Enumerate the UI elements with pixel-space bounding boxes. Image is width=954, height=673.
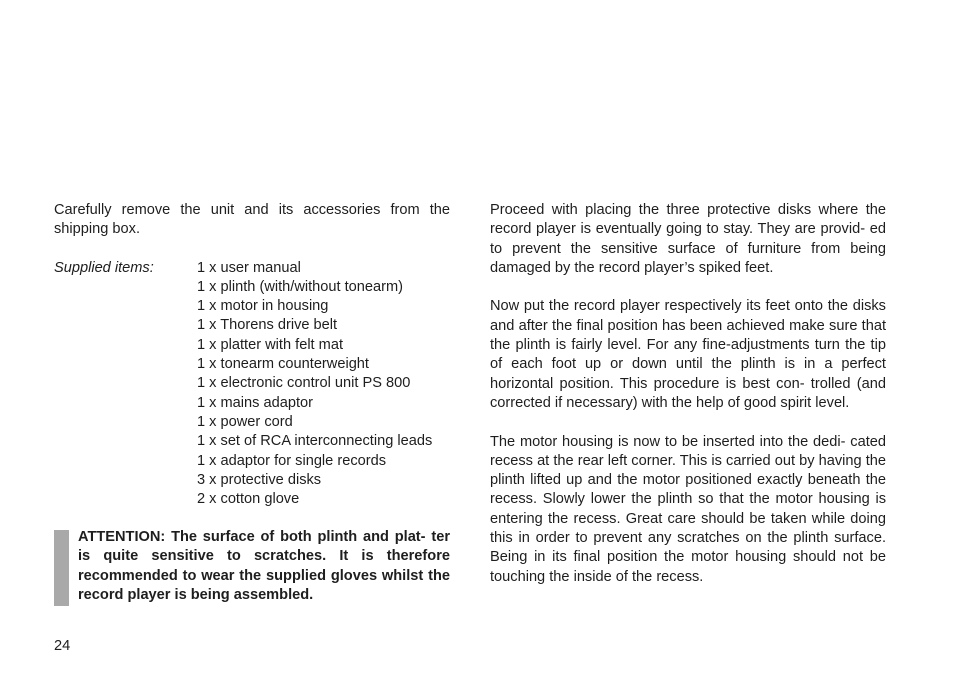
text-line: housing should not be touching the inside of the recess.	[490, 549, 887, 585]
supplied-item: 1 x Thorens drive belt	[197, 317, 338, 334]
text-line: ed to prevent the sensitive surface of furniture from being	[490, 221, 887, 257]
supplied-item: 1 x user manual	[197, 259, 301, 276]
text-line: beneath the recess. Slowly lower the plinth so that the	[490, 472, 886, 508]
supplied-items-label: Supplied items:	[54, 259, 154, 276]
supplied-item: 1 x adaptor for single records	[197, 452, 387, 469]
text-line: turn the tip of each foot up or down until the plinth is in	[490, 337, 886, 373]
text-line: Carefully remove the unit and its accessories from the	[54, 202, 450, 218]
supplied-item: 1 x set of RCA interconnecting leads	[197, 433, 433, 450]
supplied-item: 1 x platter with felt mat	[197, 336, 343, 353]
text-line: Now put the record player respectively its feet onto the	[490, 298, 849, 315]
supplied-item: 1 x plinth (with/without tonearm)	[197, 278, 404, 295]
text-line: record player is eventually going to stay. They are provid-	[490, 221, 866, 238]
text-line: shipping box.	[54, 221, 141, 238]
text-line: damaged by the record player’s spiked feet.	[490, 259, 774, 276]
placing-disks-paragraph	[490, 201, 886, 278]
text-line: motor housing is entering the recess. Great care should	[490, 491, 886, 527]
attention-note	[54, 528, 450, 605]
text-line: spirit level.	[780, 394, 850, 411]
attention-bar	[54, 530, 69, 606]
text-line: be taken while doing this in order to prevent any scratches	[490, 510, 886, 547]
supplied-item: 3 x protective disks	[197, 471, 322, 488]
text-line: ter is quite sensitive to scratches. It is therefore	[78, 529, 450, 565]
page-number: 24	[54, 638, 71, 654]
text-line: The motor housing is now to be inserted into the dedi-	[490, 433, 846, 450]
supplied-item: 1 x mains adaptor	[197, 394, 314, 411]
left-column	[54, 201, 450, 514]
text-line: having the plinth lifted up and the motor positioned exactly	[490, 452, 886, 489]
text-line: cated recess at the rear left corner. This is carried out by	[490, 433, 886, 469]
leveling-paragraph	[490, 297, 886, 413]
intro-paragraph	[54, 201, 450, 240]
supplied-item: 1 x power cord	[197, 413, 293, 430]
right-column	[490, 201, 886, 606]
text-line: sure that the plinth is fairly level. For any fine-adjustments	[490, 317, 887, 354]
text-line: disks and after the final position has been achieved make	[490, 298, 886, 334]
text-line: the record player is being assembled.	[78, 567, 450, 603]
attention-text	[78, 528, 450, 605]
text-line: Proceed with placing the three protective disks where the	[490, 202, 886, 218]
text-line: trolled (and corrected if necessary) with the help of good	[490, 375, 886, 411]
supplied-items-block	[54, 259, 450, 514]
text-line: a perfect horizontal position. This procedure is best con-	[490, 356, 886, 392]
supplied-item: 1 x electronic control unit PS 800	[197, 375, 411, 392]
motor-housing-paragraph	[490, 433, 886, 587]
text-line: on the plinth surface. Being in its final position the motor	[490, 530, 887, 566]
supplied-items-list	[197, 259, 432, 510]
supplied-item: 1 x motor in housing	[197, 298, 329, 315]
supplied-item: 1 x tonearm counterweight	[197, 356, 369, 373]
text-line: ATTENTION: The surface of both plinth and plat-	[78, 529, 426, 545]
supplied-item: 2 x cotton glove	[197, 491, 300, 508]
text-line: recommended to wear the supplied gloves whilst	[78, 567, 424, 584]
